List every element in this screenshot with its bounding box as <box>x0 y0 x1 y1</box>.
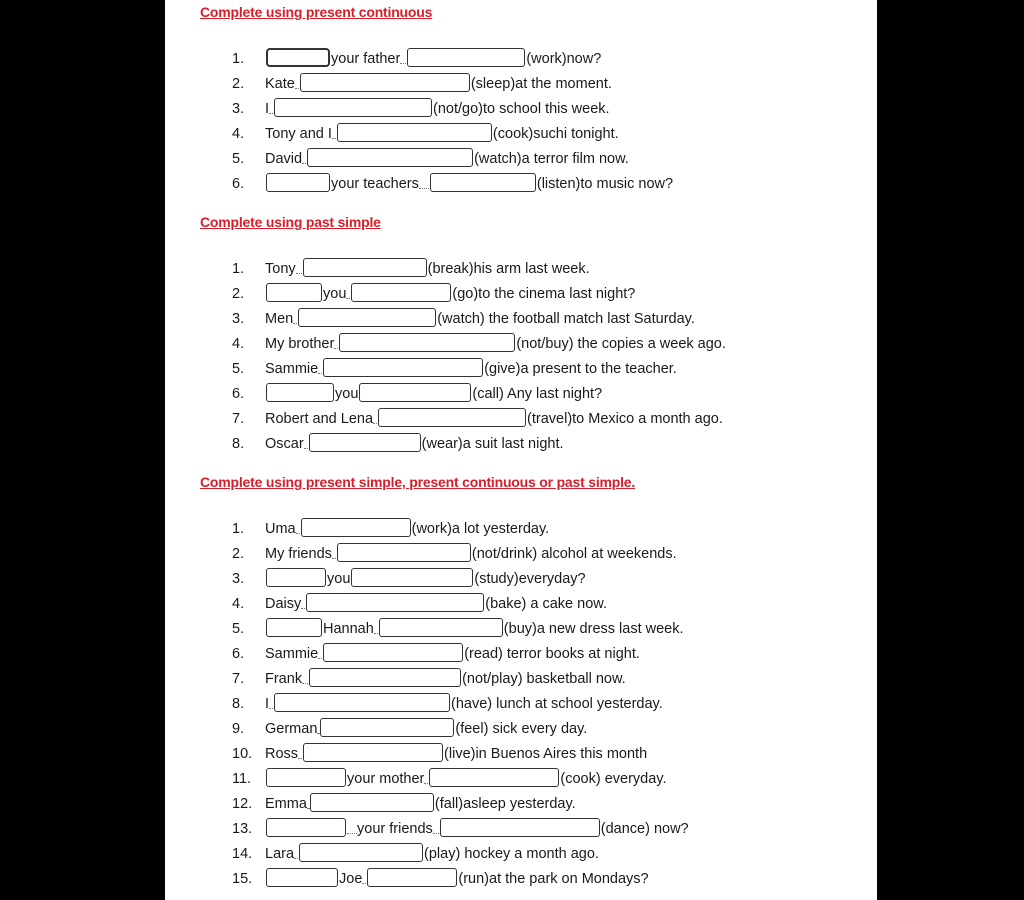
dotted-leader <box>293 321 297 324</box>
item-text: you <box>335 386 359 402</box>
dotted-leader <box>296 271 302 274</box>
item-text: (watch) the football match last Saturday. <box>437 311 695 327</box>
item-subject: Sammie <box>265 361 319 377</box>
item-text: (play) hockey a month ago. <box>424 846 599 862</box>
item-text: (not/go)to school this week. <box>433 101 610 117</box>
item-subject: Lara <box>265 846 295 862</box>
item-subject: My brother <box>265 336 335 352</box>
item-text: (feel) sick every day. <box>455 721 588 737</box>
exercise-item <box>232 405 723 427</box>
item-subject: David <box>265 151 303 167</box>
item-text: (work)a lot yesterday. <box>411 521 550 537</box>
answer-box[interactable] <box>299 843 423 862</box>
item-number: 3. <box>232 101 245 117</box>
dotted-leader <box>362 881 366 884</box>
item-number: 4. <box>232 596 245 612</box>
answer-box[interactable] <box>309 433 421 452</box>
item-subject: German <box>265 721 318 737</box>
item-number: 1. <box>232 51 245 67</box>
item-subject: My friends <box>265 546 332 562</box>
dotted-leader <box>332 136 336 139</box>
dotted-leader <box>346 296 350 299</box>
exercise-item <box>232 865 649 887</box>
item-text: (live)in Buenos Aires this month <box>444 746 648 762</box>
item-subject: Emma <box>265 796 307 812</box>
answer-box[interactable] <box>266 383 334 402</box>
exercise-item <box>232 145 629 167</box>
item-text: (go)to the cinema last night? <box>452 286 636 302</box>
dotted-leader <box>318 371 322 374</box>
section-title: Complete using present simple, present continuous or past simple. <box>200 474 636 490</box>
exercise-item <box>232 765 666 787</box>
answer-box[interactable] <box>309 668 461 687</box>
exercise-item <box>232 45 601 67</box>
item-text: (read) terror books at night. <box>464 646 640 662</box>
exercise-item <box>232 120 619 142</box>
exercise-item <box>232 170 673 192</box>
item-subject: I <box>265 101 270 117</box>
answer-box[interactable] <box>379 618 503 637</box>
item-number: 14. <box>232 846 253 862</box>
dotted-leader <box>373 421 377 424</box>
answer-box[interactable] <box>274 98 432 117</box>
item-text: Hannah <box>323 621 374 637</box>
item-number: 11. <box>232 771 252 787</box>
item-text: (not/drink) alcohol at weekends. <box>471 546 677 562</box>
item-text: you <box>327 571 351 587</box>
item-text: (fall)asleep yesterday. <box>434 796 576 812</box>
dotted-leader <box>400 61 406 64</box>
answer-box[interactable] <box>306 593 484 612</box>
answer-box[interactable] <box>303 743 443 762</box>
answer-box[interactable] <box>307 148 473 167</box>
answer-box[interactable] <box>323 643 463 662</box>
item-subject: Men <box>265 311 294 327</box>
item-text: (not/play) basketball now. <box>462 671 626 687</box>
item-number: 3. <box>232 571 245 587</box>
exercise-item <box>232 565 586 587</box>
answer-box[interactable] <box>320 718 454 737</box>
item-text: (sleep)at the moment. <box>470 76 612 92</box>
exercise-item <box>232 380 602 402</box>
dotted-leader <box>317 731 319 734</box>
dotted-leader <box>298 756 302 759</box>
dotted-leader <box>294 856 298 859</box>
answer-box[interactable] <box>440 818 600 837</box>
item-number: 8. <box>232 436 245 452</box>
dotted-leader <box>307 806 309 809</box>
item-number: 2. <box>232 286 245 302</box>
dotted-leader <box>334 346 338 349</box>
item-text: your mother <box>347 771 425 787</box>
item-number: 13. <box>232 821 253 837</box>
exercise-item <box>232 515 549 537</box>
answer-box[interactable] <box>378 408 526 427</box>
exercise-item <box>232 615 684 637</box>
dotted-leader <box>424 781 428 784</box>
item-text: (listen)to music now? <box>536 176 674 192</box>
dotted-leader <box>304 446 308 449</box>
answer-box[interactable] <box>351 283 451 302</box>
item-text: (buy)a new dress last week. <box>503 621 684 637</box>
dotted-leader <box>332 556 336 559</box>
item-subject: Sammie <box>265 646 319 662</box>
item-number: 1. <box>232 261 245 277</box>
item-number: 8. <box>232 696 245 712</box>
worksheet-page <box>165 0 877 900</box>
exercise-item <box>232 815 689 837</box>
item-subject: Uma <box>265 521 296 537</box>
item-number: 5. <box>232 361 245 377</box>
exercise-item <box>232 280 635 302</box>
answer-box[interactable] <box>266 173 330 192</box>
item-text: (break)his arm last week. <box>427 261 590 277</box>
dotted-leader <box>269 111 273 114</box>
exercise-item <box>232 840 599 862</box>
answer-box[interactable] <box>310 793 434 812</box>
item-subject: Tony <box>265 261 296 277</box>
exercise-item <box>232 255 590 277</box>
answer-box[interactable] <box>266 868 338 887</box>
item-subject: Robert and Lena <box>265 411 374 427</box>
dotted-leader <box>374 631 378 634</box>
exercise-item <box>232 355 677 377</box>
answer-box[interactable] <box>300 73 470 92</box>
answer-box[interactable] <box>337 543 471 562</box>
item-text: your father <box>331 51 401 67</box>
answer-box[interactable] <box>303 258 427 277</box>
exercise-item <box>232 640 640 662</box>
answer-box[interactable] <box>323 358 483 377</box>
exercise-item <box>232 305 695 327</box>
exercise-item <box>232 330 726 352</box>
item-text: (dance) now? <box>600 821 689 837</box>
answer-box[interactable] <box>337 123 492 142</box>
item-subject: Oscar <box>265 436 304 452</box>
item-text: (bake) a cake now. <box>485 596 607 612</box>
exercise-item <box>232 540 677 562</box>
item-number: 6. <box>232 386 245 402</box>
item-text: (have) lunch at school yesterday. <box>451 696 663 712</box>
exercise-item <box>232 665 626 687</box>
answer-box[interactable] <box>429 768 559 787</box>
item-number: 4. <box>232 126 245 142</box>
answer-box[interactable] <box>339 333 515 352</box>
dotted-leader <box>302 681 308 684</box>
dotted-leader <box>347 831 357 834</box>
item-subject: Daisy <box>265 596 302 612</box>
section-title: Complete using present continuous <box>200 4 433 20</box>
answer-box[interactable] <box>407 48 525 67</box>
answer-box[interactable] <box>266 768 346 787</box>
dotted-leader <box>318 656 322 659</box>
item-number: 1. <box>232 521 245 537</box>
item-text: (run)at the park on Mondays? <box>458 871 649 887</box>
section-title: Complete using past simple <box>200 214 381 230</box>
item-text: (study)everyday? <box>474 571 586 587</box>
item-number: 4. <box>232 336 245 352</box>
item-number: 7. <box>232 411 245 427</box>
item-text: (not/buy) the copies a week ago. <box>516 336 726 352</box>
item-text: (cook) everyday. <box>560 771 667 787</box>
dotted-leader <box>419 186 429 189</box>
item-text: your teachers <box>331 176 419 192</box>
item-number: 3. <box>232 311 245 327</box>
item-number: 6. <box>232 646 245 662</box>
item-text: Joe <box>339 871 363 887</box>
item-number: 6. <box>232 176 245 192</box>
answer-box[interactable] <box>274 693 450 712</box>
item-number: 10. <box>232 746 253 762</box>
item-text: (give)a present to the teacher. <box>484 361 677 377</box>
answer-box[interactable] <box>266 618 322 637</box>
item-subject: Frank <box>265 671 303 687</box>
item-text: (call) Any last night? <box>472 386 603 402</box>
item-text: (wear)a suit last night. <box>421 436 564 452</box>
exercise-item <box>232 590 607 612</box>
exercise-item <box>232 740 647 762</box>
answer-box[interactable] <box>359 383 471 402</box>
exercise-item <box>232 790 576 812</box>
item-text: your friends <box>357 821 433 837</box>
answer-box[interactable] <box>430 173 536 192</box>
answer-box[interactable] <box>266 818 346 837</box>
item-text: (watch)a terror film now. <box>474 151 629 167</box>
item-number: 15. <box>232 871 253 887</box>
item-text: you <box>323 286 347 302</box>
exercise-item <box>232 70 612 92</box>
dotted-leader <box>295 86 299 89</box>
item-text: (travel)to Mexico a month ago. <box>527 411 723 427</box>
item-number: 9. <box>232 721 245 737</box>
exercise-item <box>232 715 587 737</box>
answer-box[interactable] <box>351 568 473 587</box>
dotted-leader <box>301 606 305 609</box>
answer-box[interactable] <box>266 48 330 67</box>
answer-box[interactable] <box>298 308 436 327</box>
item-number: 7. <box>232 671 245 687</box>
item-subject: Ross <box>265 746 299 762</box>
dotted-leader <box>302 161 306 164</box>
answer-box[interactable] <box>266 283 322 302</box>
answer-box[interactable] <box>367 868 457 887</box>
dotted-leader <box>433 831 439 834</box>
item-number: 2. <box>232 76 245 92</box>
exercise-item <box>232 95 610 117</box>
item-number: 5. <box>232 151 245 167</box>
item-number: 2. <box>232 546 245 562</box>
item-subject: Kate <box>265 76 295 92</box>
item-subject: Tony and I <box>265 126 332 142</box>
answer-box[interactable] <box>301 518 411 537</box>
dotted-leader <box>269 706 273 709</box>
answer-box[interactable] <box>266 568 326 587</box>
exercise-item <box>232 430 564 452</box>
item-text: (cook)suchi tonight. <box>492 126 619 142</box>
item-text: (work)now? <box>526 51 602 67</box>
exercise-item <box>232 690 663 712</box>
item-number: 5. <box>232 621 245 637</box>
item-subject: I <box>265 696 270 712</box>
dotted-leader <box>296 531 300 534</box>
item-number: 12. <box>232 796 253 812</box>
